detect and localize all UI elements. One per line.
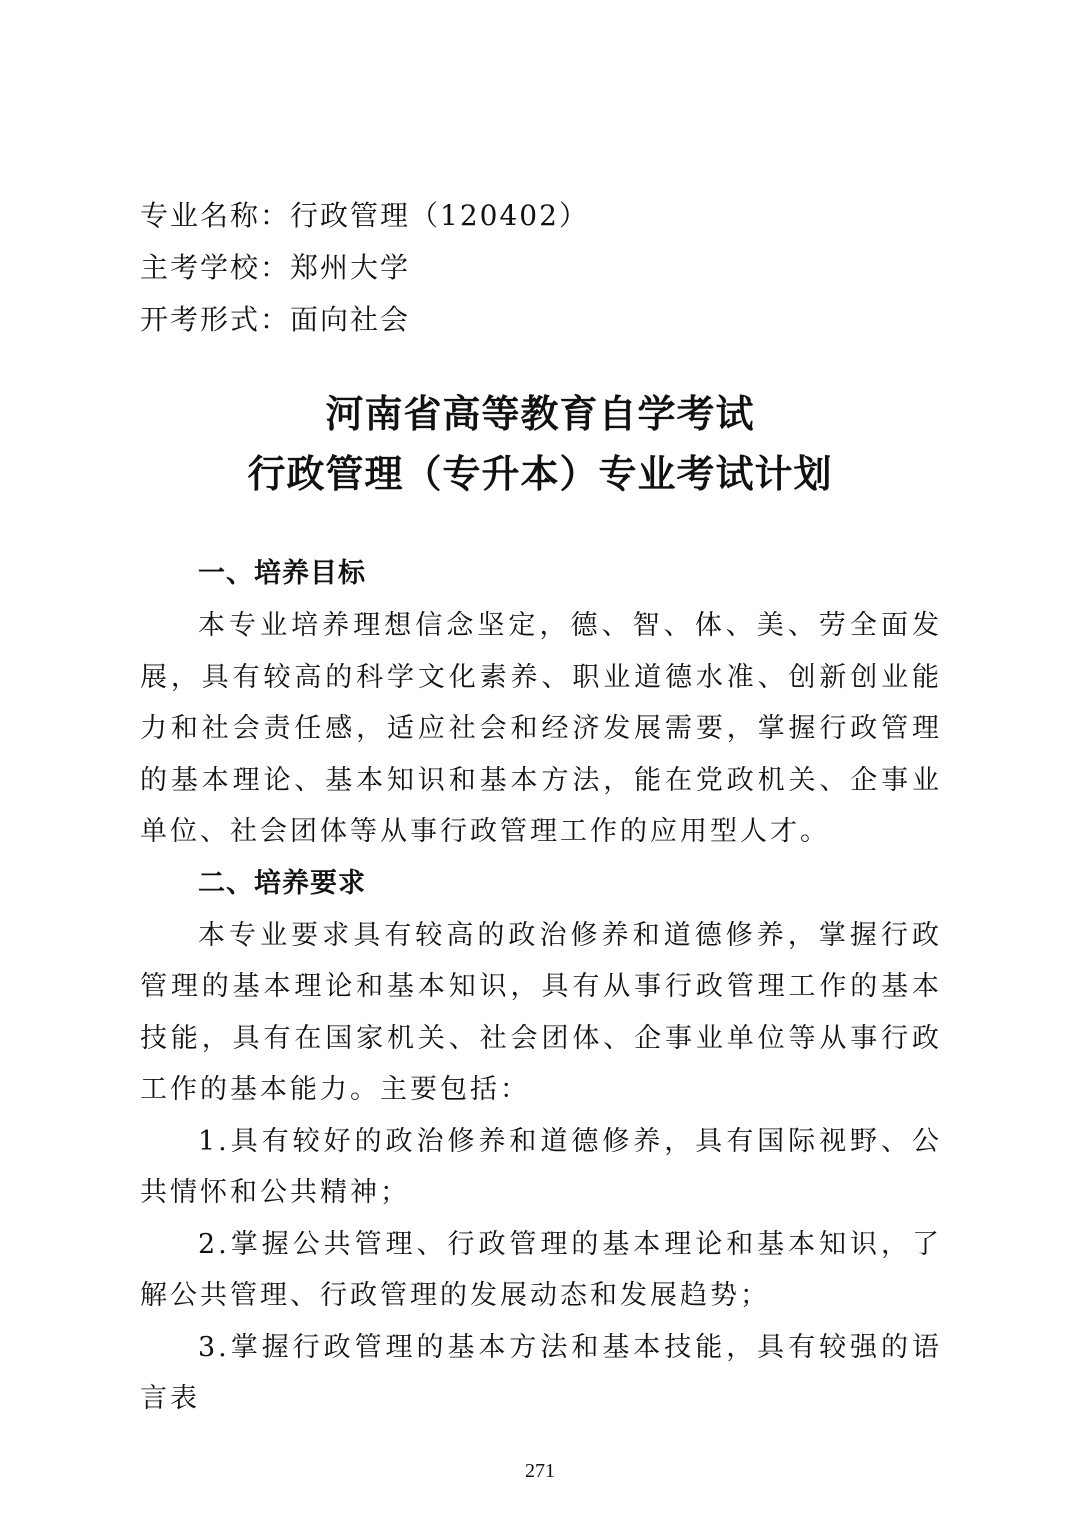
- requirement-item-2: 2.掌握公共管理、行政管理的基本理论和基本知识，了解公共管理、行政管理的发展动态和发展趋势；: [140, 1228, 942, 1311]
- exam-mode-line: 开考形式：面向社会: [140, 303, 411, 336]
- document-title: [0, 384, 1080, 504]
- goal-paragraph: 本专业培养理想信念坚定，德、智、体、美、劳全面发展，具有较高的科学文化素养、职业道德水准、创新创业能力和社会责任感，适应社会和经济发展需要，掌握行政管理的基本理论、基本知识和基本方法，能在党政机关、企事业单位、社会团体等从事行政管理工作的应用型人才。: [140, 610, 942, 847]
- requirements-paragraph: 本专业要求具有较高的政治修养和道德修养，掌握行政管理的基本理论和基本知识，具有从事行政管理工作的基本技能，具有在国家机关、社会团体、企事业单位等从事行政工作的基本能力。主要包括：: [140, 919, 942, 1105]
- page-number: 271: [525, 1460, 555, 1482]
- document-body: [140, 548, 942, 1425]
- requirement-item-3: 3.掌握行政管理的基本方法和基本技能，具有较强的语言表: [140, 1331, 942, 1414]
- major-name-line: 专业名称：行政管理（120402）: [140, 199, 589, 232]
- host-school-line: 主考学校：郑州大学: [140, 251, 411, 284]
- section-heading-requirements: 二、培养要求: [198, 867, 366, 899]
- section-heading-goal: 一、培养目标: [198, 558, 366, 589]
- plan-meta: [140, 190, 960, 346]
- title-line-1: 河南省高等教育自学考试: [325, 392, 755, 436]
- requirement-item-1: 1.具有较好的政治修养和道德修养，具有国际视野、公共情怀和公共精神；: [140, 1125, 942, 1208]
- title-line-2: 行政管理（专升本）专业考试计划: [247, 452, 833, 496]
